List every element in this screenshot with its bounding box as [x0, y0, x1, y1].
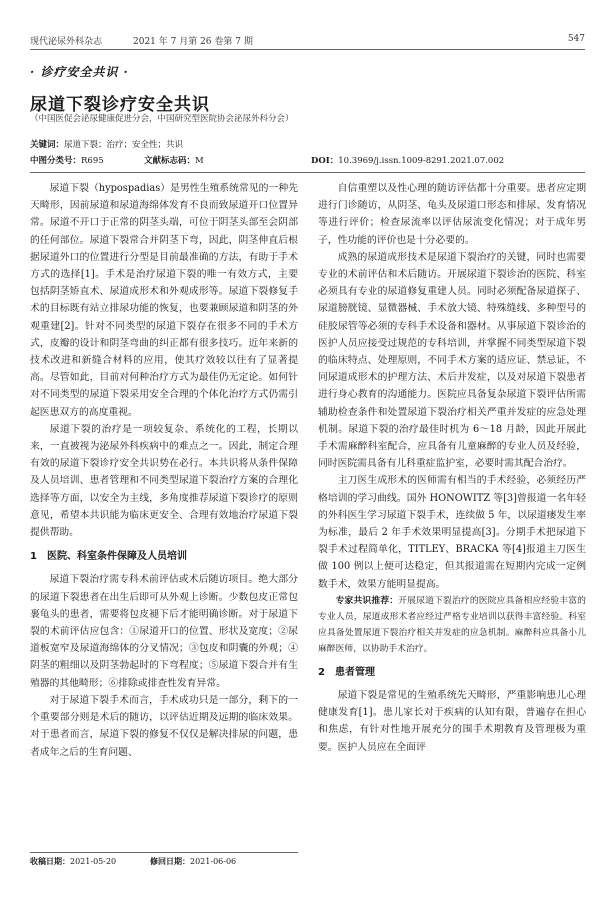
doi-field [311, 154, 504, 166]
paragraph: 尿道下裂的治疗是一项较复杂、系统化的工程，长期以来，一直被视为泌尿外科疾病中的难点之一。因此，制定合理有效的尿道下裂诊疗安全共识势在必行。本共识将从条件保障及人员培训、患者管理和不同类型尿道下裂治疗方案的合理化选择等方面，以安全为主线，多角度推荐尿道下裂诊疗的原则意见，希望本共识能为临床更安全、合理有效地治疗尿道下裂提供帮助。 [30, 423, 298, 539]
doc-code-label: 文献标志码： [144, 156, 196, 166]
paragraph: 自信重塑以及性心理的随访评估都十分重要。患者应定期进行门诊随访，从阴茎、龟头及尿道口形态和排尿、发育情况等进行评价；检查尿流率以评估尿流变化情况；对于成年男子，性功能的评价也是十分必要的。 [318, 183, 586, 246]
paragraph: 尿道下裂（hypospadias）是男性生殖系统常见的一种先天畸形，因前尿道和尿道海绵体发育不良而致尿道开口位置异常。尿道不开口于正常的阴茎头端，可位于阴茎头部至会阴部的任何部位。尿道下裂常合并阴茎下弯，因此，阴茎伸直后根据尿道外口的位置进行分型是目前最准确的方法，有助于手术方式的选择[1]。手术是治疗尿道下裂的唯一有效方式，主要包括阴茎矫直术、尿道成形术和外观成形等。尿道下裂修复手术的目标既有站立排尿功能的恢复，也要兼顾尿道和阴茎的外观重建[2]。针对不同类型的尿道下裂存在很多不同的手术方式，皮瓣的设计和阴茎弯曲的纠正都有很多技巧。近年来新的技术改进和新缝合材料的应用，使其疗效较以往有了显著提高。尽管如此，目前对何种治疗方式为最佳仍无定论。如何针对不同类型的尿道下裂采用安全合理的个体化治疗方式仍需引起医患双方的高度重视。 [30, 183, 298, 418]
running-header [30, 34, 585, 50]
received-date [30, 856, 116, 867]
clc-value: R695 [81, 156, 104, 166]
doi-label: DOI： [311, 156, 339, 166]
paragraph: 对于尿道下裂手术而言，手术成功只是一部分，剩下的一个重要部分则是术后的随访，以评估近期及远期的临床效果。对于患者而言，尿道下裂的修复不仅仅是解决排尿的问题，患者成年之后的生育问题、 [30, 694, 298, 758]
doi-value: 10.3969/j.issn.1009-8291.2021.07.002 [338, 156, 505, 166]
doc-code-value: M [195, 156, 204, 166]
header-divider [30, 49, 585, 50]
consensus-text: 开展尿道下裂治疗的医院应具备相应经验丰富的专业人员，尿道成形术者应经过严格专业培训以获得丰富经验。科室应具备处置尿道下裂治疗相关并发症的应急机制。麻醉科应具备小儿麻醉医师，以协助手术治疗。 [318, 595, 586, 654]
clc-field [30, 154, 104, 166]
section-heading: 2 患者管理 [318, 666, 375, 678]
revised-value: 2021-06-06 [190, 857, 237, 866]
right-column [318, 180, 586, 756]
revised-date [150, 856, 236, 867]
received-value: 2021-05-20 [70, 857, 117, 866]
revised-label: 修回日期： [150, 856, 190, 866]
classification-row [30, 154, 585, 168]
dates-footer [30, 856, 298, 868]
consensus-recommendation [318, 593, 586, 657]
section-tag: · 诊疗安全共识 · [30, 65, 129, 79]
keywords-label: 关键词： [30, 140, 65, 150]
received-label: 收稿日期： [30, 856, 70, 866]
issue-info: 2021 年 7 月第 26 卷第 7 期 [133, 37, 253, 47]
footer-divider [30, 852, 298, 853]
paragraph: 成熟的尿道成形技术是尿道下裂治疗的关键，同时也需要专业的术前评估和术后随访。开展尿道下裂诊治的医院、科室必须具有专业的尿道修复重建人员。同时必须配备尿道探子、尿道膀胱镜、显微器械、手术放大镜、特殊缝线、多种型号的硅胶尿管等必须的专科手术设备和器材。从事尿道下裂诊治的医护人员应接受过规范的专科培训，并掌握不同类型尿道下裂的临床特点、处理原则，不同手术方案的适应证、禁忌证，不同尿道成形术的护理方法、术后并发症，以及对尿道下裂患者进行身心教育的沟通能力。医院应具备复杂尿道下裂评估所需辅助检查条件和处置尿道下裂治疗相关严重并发症的应急处理机制。尿道下裂的治疗最佳时机为 6～18 月龄，因此开展此手术需麻醉科室配合，应具备有儿童麻醉的专业人员及经验，同时医院需具备有儿科重症监护室，必要时需其配合治疗。 [318, 251, 586, 470]
keywords-value: 尿道下裂；治疗；安全性；共识 [64, 140, 184, 150]
consensus-label: 专家共识推荐： [335, 595, 399, 606]
page-number: 547 [567, 34, 585, 44]
clc-label: 中图分类号： [30, 156, 82, 166]
journal-name: 现代泌尿外科杂志 [30, 37, 103, 47]
paragraph: 尿道下裂是常见的生殖系统先天畸形，严重影响患儿心理健康发育[1]。患儿家长对于疾病的认知有限，普遍存在担心和焦虑，有针对性地开展充分的围手术期教育及管理极为重要。医护人员应在全面评 [318, 690, 586, 753]
section-heading: 1 医院、科室条件保障及人员培训 [30, 551, 187, 563]
authors: （中国医促会泌尿健康促进分会，中国研究型医院协会泌尿外科分会） [30, 114, 294, 124]
left-column [30, 180, 298, 761]
paragraph: 尿道下裂治疗需专科术前评估或术后随访项目。绝大部分的尿道下裂患者在出生后即可从外观上诊断。少数包皮正常包裹龟头的患者，需要将包皮褪下后才能明确诊断。对于尿道下裂的术前评估应包含：①尿道开口的位置、形状及宽度；②尿道板宽窄及尿道海绵体的分叉情况；③包皮和阴囊的外观；④阴茎的粗细以及阴茎勃起时的下弯程度；⑤尿道下裂合并有生殖器的其他畸形；⑥排除或排查性发育异常。 [30, 574, 298, 689]
paragraph: 主刀医生成形术的医师需有相当的手术经验，必须经历严格培训的学习曲线。国外 HONOWITZ 等[3]曾报道一名年轻的外科医生学习尿道下裂手术，连续做 5 年，以尿道瘘发生率为标准，最后 2 年手术效果明显提高[3]。分期手术把尿道下裂手术过程简单化，TITLEY、BRACKA 等[4]报道主刀医生做 100 例以上便可达稳定，但其报道需在短期内完成一定例数手术，效果方能明显提高。 [318, 475, 586, 590]
keywords-line [30, 138, 183, 150]
article-title: 尿道下裂诊疗安全共识 [30, 95, 210, 115]
meta-divider [30, 172, 585, 173]
doc-code-field [144, 154, 204, 166]
